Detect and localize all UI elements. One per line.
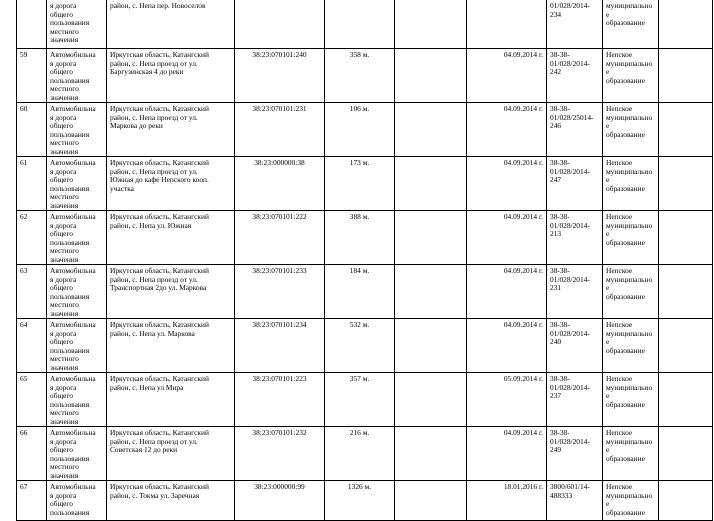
row-number: 63 — [17, 265, 47, 319]
road-type: Автомобильна я дорога общего пользования местного значения — [47, 373, 107, 427]
row-number: 60 — [17, 103, 47, 157]
registration-number: 38-38- 01/028/25014- 246 — [547, 103, 603, 157]
empty-cell — [659, 49, 713, 103]
owner: Непское муниципальное образование — [603, 157, 659, 211]
table-row — [17, 103, 713, 157]
empty-cell — [395, 265, 467, 319]
empty-cell — [659, 0, 713, 49]
empty-cell — [395, 211, 467, 265]
row-number — [17, 0, 47, 49]
row-number: 64 — [17, 319, 47, 373]
owner: Непское муниципальное образование — [603, 49, 659, 103]
registration-number: 38-38- 01/028/2014- 242 — [547, 49, 603, 103]
registration-date: 04.09.2014 г. — [467, 265, 547, 319]
registration-number: 38-38- 01/028/2014- 240 — [547, 319, 603, 373]
road-length: 358 м. — [325, 49, 395, 103]
owner: Непское муниципальное образование — [603, 373, 659, 427]
road-address: Иркутская область, Катангский район, с. Непа ул. Южная — [107, 211, 235, 265]
road-address: Иркутская область, Катангский район, с. Непа проезд от ул. Южная до кафе Непского коoп. участка — [107, 157, 235, 211]
empty-cell — [659, 157, 713, 211]
road-type: Автомобильна я дорога общего пользования местного значения — [47, 319, 107, 373]
registration-number: 38-38- 01/028/2014- 231 — [547, 265, 603, 319]
road-address: Иркутская область, Катангский район, с. Токма ул. Заречная — [107, 481, 235, 521]
empty-cell — [395, 427, 467, 481]
road-type: я дорога общего пользования местного значения — [47, 0, 107, 49]
empty-cell — [659, 373, 713, 427]
registration-date: 04.09.2014 г. — [467, 157, 547, 211]
cadastral-number: 38:23:000000:38 — [235, 157, 325, 211]
empty-cell — [659, 481, 713, 521]
empty-cell — [395, 481, 467, 521]
table-row — [17, 211, 713, 265]
owner: Непское муниципальное образование — [603, 211, 659, 265]
road-type: Автомобильна я дорога общего пользования местного значения — [47, 103, 107, 157]
road-address: район, с. Непа пер. Новоселов — [107, 0, 235, 49]
road-address: Иркутская область, Катангский район, с. Непа проезд от ул. Транспортная 2до ул. Маркова — [107, 265, 235, 319]
row-number: 67 — [17, 481, 47, 521]
table-row — [17, 427, 713, 481]
cadastral-number — [235, 0, 325, 49]
empty-cell — [395, 49, 467, 103]
owner: муниципальное образование — [603, 0, 659, 49]
registration-number: 3800/601/14- 488333 — [547, 481, 603, 521]
road-length: 1326 м. — [325, 481, 395, 521]
road-address: Иркутская область, Катангский район, с. Непа ул. Маркова — [107, 319, 235, 373]
road-type: Автомобильна я дорога общего пользования местного значения — [47, 157, 107, 211]
road-length — [325, 0, 395, 49]
cadastral-number: 38:23:070101:232 — [235, 427, 325, 481]
road-address: Иркутская область, Катангский район, с. Непа ул Мира — [107, 373, 235, 427]
cadastral-number: 38:23:000000:99 — [235, 481, 325, 521]
table-row — [17, 157, 713, 211]
road-length: 357 м. — [325, 373, 395, 427]
road-length: 184 м. — [325, 265, 395, 319]
registration-number: 38-38- 01/028/2014- 213 — [547, 211, 603, 265]
road-length: 106 м. — [325, 103, 395, 157]
cadastral-number: 38:23:070101:233 — [235, 265, 325, 319]
table-row — [17, 265, 713, 319]
row-number: 61 — [17, 157, 47, 211]
cadastral-number: 38:23:070101:231 — [235, 103, 325, 157]
cadastral-number: 38:23:070101:234 — [235, 319, 325, 373]
road-type: Автомобильна я дорога общего пользования местного значения — [47, 427, 107, 481]
registration-date: 04.09.2014 г. — [467, 103, 547, 157]
road-length: 532 м. — [325, 319, 395, 373]
owner: Непское муниципальное образование — [603, 265, 659, 319]
row-number: 59 — [17, 49, 47, 103]
empty-cell — [395, 103, 467, 157]
empty-cell — [659, 211, 713, 265]
registration-date: 04.09.2014 г. — [467, 427, 547, 481]
road-address: Иркутская область, Катангский район, с. Непа проезд от ул. Маркова до реки — [107, 103, 235, 157]
table-row — [17, 319, 713, 373]
empty-cell — [395, 319, 467, 373]
road-type: Автомобильна я дорога общего пользования — [47, 481, 107, 521]
registration-date: 04.09.2014 г. — [467, 319, 547, 373]
registration-date: 04.09.2014 г. — [467, 49, 547, 103]
road-registry-table — [16, 0, 713, 521]
registration-date: 18.01.2016 г. — [467, 481, 547, 521]
road-type: Автомобильна я дорога общего пользования местного значения — [47, 49, 107, 103]
road-length: 173 м. — [325, 157, 395, 211]
empty-cell — [659, 103, 713, 157]
empty-cell — [659, 265, 713, 319]
empty-cell — [659, 427, 713, 481]
owner: Непское муниципальное образование — [603, 427, 659, 481]
cadastral-number: 38:23:070101:223 — [235, 373, 325, 427]
empty-cell — [395, 373, 467, 427]
registration-date — [467, 0, 547, 49]
registration-number: 38-38- 01/028/2014- 249 — [547, 427, 603, 481]
registration-number: 38-38- 01/028/2014- 237 — [547, 373, 603, 427]
table-row — [17, 481, 713, 521]
registration-number: 01/028/2014- 234 — [547, 0, 603, 49]
registration-date: 05.09.2014 г. — [467, 373, 547, 427]
registration-number: 38-38- 01/028/2014- 247 — [547, 157, 603, 211]
road-length: 388 м. — [325, 211, 395, 265]
empty-cell — [659, 319, 713, 373]
row-number: 62 — [17, 211, 47, 265]
row-number: 65 — [17, 373, 47, 427]
table-row — [17, 0, 713, 49]
road-address: Иркутская область, Катангский район, с. Непа проезд от ул. Советская 12 до реки — [107, 427, 235, 481]
road-length: 216 м. — [325, 427, 395, 481]
road-address: Иркутская область, Катангский район, с. Непа проезд от ул. Баргузинская 4 до реки — [107, 49, 235, 103]
empty-cell — [395, 0, 467, 49]
road-type: Автомобильна я дорога общего пользования местного значения — [47, 265, 107, 319]
row-number: 66 — [17, 427, 47, 481]
table-row — [17, 49, 713, 103]
cadastral-number: 38:23:070101:240 — [235, 49, 325, 103]
owner: Непское муниципальное образование — [603, 103, 659, 157]
empty-cell — [395, 157, 467, 211]
registration-date: 04.09.2014 г. — [467, 211, 547, 265]
owner: Непское муниципальное образование — [603, 319, 659, 373]
owner: Непское муниципальное образование — [603, 481, 659, 521]
table-row — [17, 373, 713, 427]
road-type: Автомобильна я дорога общего пользования местного значения — [47, 211, 107, 265]
cadastral-number: 38:23:070101:222 — [235, 211, 325, 265]
